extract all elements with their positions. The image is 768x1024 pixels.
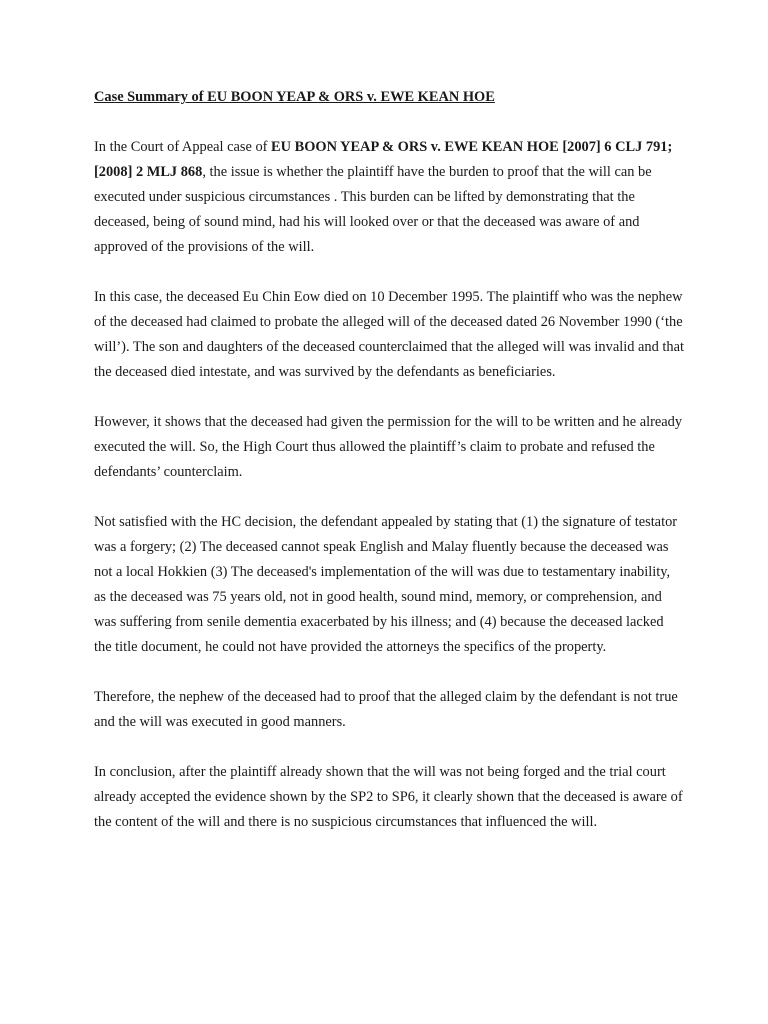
paragraph-facts: In this case, the deceased Eu Chin Eow died on 10 December 1995. The plaintiff who was the nephew of the deceased had claimed to probate the alleged will of the deceased dated 26 November 1990 (‘the will’). The son and daughters of the deceased counterclaimed that the alleged will was invalid and that the deceased died intestate, and was survived by the defendants as beneficiaries.: [94, 289, 684, 380]
paragraph-high-court: However, it shows that the deceased had given the permission for the will to be written and he already executed the will. So, the High Court thus allowed the plaintiff’s claim to probate and refused the defendants’ counterclaim.: [94, 414, 683, 480]
paragraph-appeal-grounds: Not satisfied with the HC decision, the defendant appealed by stating that (1) the signature of testator was a forgery; (2) The deceased cannot speak English and Malay fluently because the deceased was not a local Hokkien (3) The deceased's implementation of the will was due to testamentary inability, as the deceased was 75 years old, not in good health, sound mind, memory, or comprehension, and was suffering from senile dementia exacerbated by his illness; and (4) because the deceased lacked the title document, he could not have provided the attorneys the specifics of the property.: [94, 514, 678, 655]
paragraph-conclusion: In conclusion, after the plaintiff already shown that the will was not being forged and the trial court already accepted the evidence shown by the SP2 to SP6, it clearly shown that the deceased is aware of the content of the will and there is no suspicious circumstances that influenced the will.: [94, 764, 683, 830]
paragraph-burden: Therefore, the nephew of the deceased had to proof that the alleged claim by the defendant is not true and the will was executed in good manners.: [94, 689, 678, 730]
document-page: [94, 85, 684, 860]
paragraph-intro-rest: , the issue is whether the plaintiff have the burden to proof that the will can be executed under suspicious circumstances . This burden can be lifted by demonstrating that the deceased, being of sound mind, had his will looked over or that the deceased was aware of and approved of the provisions of the will.: [94, 164, 652, 255]
paragraph-introduction: [94, 135, 684, 260]
document-title: Case Summary of EU BOON YEAP & ORS v. EWE KEAN HOE: [94, 89, 495, 105]
paragraph-intro-text: In the Court of Appeal case of: [94, 139, 272, 155]
case-citation: EU BOON YEAP & ORS v. EWE KEAN HOE [2007] 6 CLJ 791; [2008] 2 MLJ 868: [94, 139, 673, 180]
